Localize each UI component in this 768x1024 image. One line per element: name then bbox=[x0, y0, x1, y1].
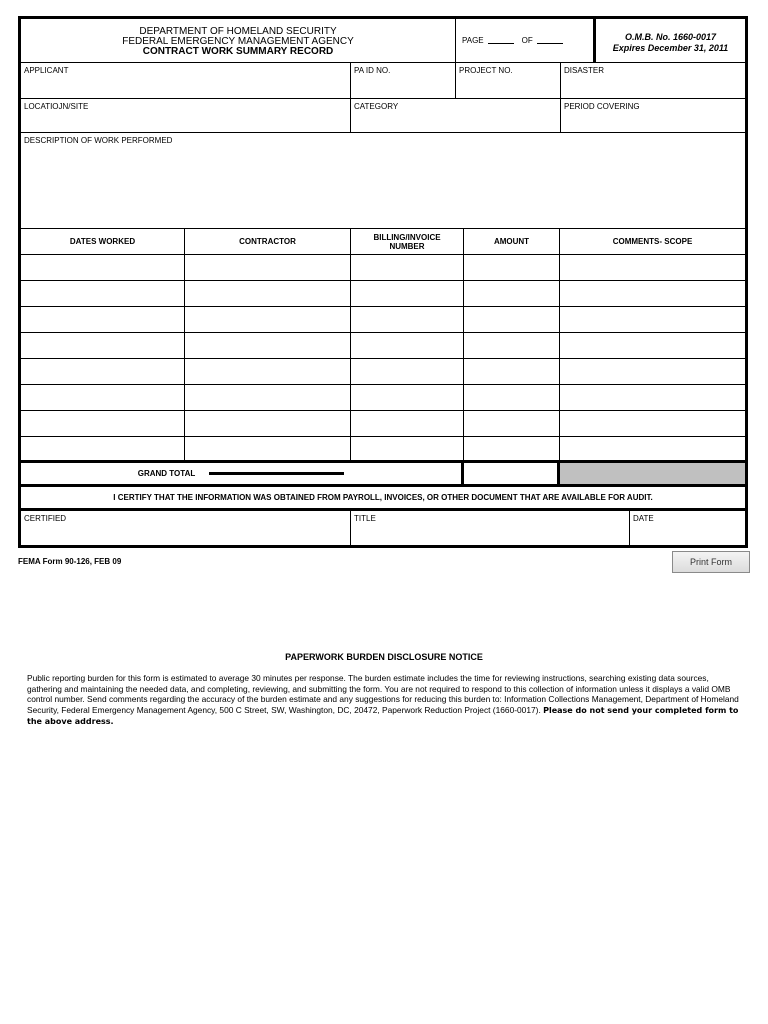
period-label: PERIOD COVERING bbox=[564, 102, 640, 111]
amount-input[interactable] bbox=[464, 281, 560, 306]
grand-total-row bbox=[21, 463, 745, 487]
amount-input[interactable] bbox=[464, 255, 560, 280]
agency-line1: DEPARTMENT OF HOMELAND SECURITY bbox=[139, 26, 337, 37]
contractor-input[interactable] bbox=[185, 281, 351, 306]
comments-input[interactable] bbox=[560, 281, 745, 306]
col-contractor: CONTRACTOR bbox=[185, 229, 351, 254]
amount-input[interactable] bbox=[464, 333, 560, 358]
certified-field[interactable] bbox=[21, 511, 351, 545]
period-field[interactable] bbox=[561, 99, 745, 132]
grand-total-rule bbox=[209, 472, 344, 475]
date-label: DATE bbox=[633, 514, 654, 523]
invoice-number-input[interactable] bbox=[351, 411, 464, 436]
col-comments-scope: COMMENTS- SCOPE bbox=[612, 237, 693, 246]
pa-id-label: PA ID NO. bbox=[354, 66, 391, 75]
disaster-label: DISASTER bbox=[564, 66, 605, 75]
table-header-row bbox=[21, 229, 745, 255]
form-id: FEMA Form 90-126, FEB 09 bbox=[18, 557, 122, 566]
amount-input[interactable] bbox=[464, 359, 560, 384]
dates-worked-input[interactable] bbox=[21, 255, 185, 280]
contractor-input[interactable] bbox=[185, 385, 351, 410]
omb-number: O.M.B. No. 1660-0017 bbox=[624, 32, 717, 42]
comments-input[interactable] bbox=[560, 255, 745, 280]
project-no-field[interactable] bbox=[456, 63, 561, 98]
contract-work-summary-form bbox=[18, 16, 748, 548]
notice-title: PAPERWORK BURDEN DISCLOSURE NOTICE bbox=[285, 652, 483, 662]
invoice-number-input[interactable] bbox=[351, 359, 464, 384]
description-row bbox=[21, 133, 745, 229]
date-field[interactable] bbox=[630, 511, 745, 545]
invoice-number-input[interactable] bbox=[351, 333, 464, 358]
contractor-input[interactable] bbox=[185, 255, 351, 280]
col-amount: AMOUNT bbox=[464, 229, 560, 254]
form-title: CONTRACT WORK SUMMARY RECORD bbox=[142, 46, 334, 57]
table-row bbox=[21, 255, 745, 281]
omb-expiry: Expires December 31, 2011 bbox=[612, 43, 729, 53]
grand-total-shaded-cell bbox=[560, 463, 745, 484]
agency-line2: FEDERAL EMERGENCY MANAGEMENT AGENCY bbox=[122, 36, 354, 47]
col-billing-invoice bbox=[351, 229, 464, 254]
amount-input[interactable] bbox=[464, 385, 560, 410]
pa-id-field[interactable] bbox=[351, 63, 456, 98]
page-total-input[interactable] bbox=[537, 37, 563, 44]
contractor-input[interactable] bbox=[185, 359, 351, 384]
dates-worked-input[interactable] bbox=[21, 437, 185, 460]
applicant-label: APPLICANT bbox=[24, 66, 69, 75]
page-label: PAGE bbox=[462, 36, 484, 45]
col-dates-worked: DATES WORKED bbox=[21, 229, 185, 254]
notice-body-text: Public reporting burden for this form is estimated to average 30 minutes per response. The burden estimate includes the time for reviewing instructions, searching existing data sources, gathering and maintaining the needed data, and completing, reviewing, and submitting the form. You are not required to respond to this collection of information unless it displays a valid OMB control number. Send comments regarding the accuracy of the burden estimate and any suggestions for reducing this burden to: Information Collections Management, Department of Homeland Security, Federal Emergency Management Agency, 500 C Street, SW, Washington, DC, 20472, Paperwork Reduction Project (1660-0017). bbox=[27, 673, 739, 715]
invoice-number-input[interactable] bbox=[351, 385, 464, 410]
amount-input[interactable] bbox=[464, 307, 560, 332]
billing-invoice-header-text: BILLING/INVOICE NUMBER bbox=[373, 232, 441, 251]
dates-worked-input[interactable] bbox=[21, 359, 185, 384]
table-row bbox=[21, 385, 745, 411]
contractor-input[interactable] bbox=[185, 307, 351, 332]
category-field[interactable] bbox=[351, 99, 561, 132]
grand-total-label-cell bbox=[21, 463, 464, 484]
table-row bbox=[21, 333, 745, 359]
contractor-input[interactable] bbox=[185, 333, 351, 358]
invoice-number-input[interactable] bbox=[351, 437, 464, 460]
certify-row bbox=[21, 487, 745, 511]
grand-total-amount-input[interactable] bbox=[464, 463, 560, 484]
signature-row bbox=[21, 511, 745, 545]
dates-worked-input[interactable] bbox=[21, 385, 185, 410]
notice-bold-tail: Please do not send your completed form to the above address. bbox=[27, 705, 739, 726]
amount-input[interactable] bbox=[464, 437, 560, 460]
applicant-field[interactable] bbox=[21, 63, 351, 98]
location-field[interactable] bbox=[21, 99, 351, 132]
comments-input[interactable] bbox=[560, 411, 745, 436]
of-label: OF bbox=[521, 36, 533, 45]
invoice-number-input[interactable] bbox=[351, 255, 464, 280]
table-row bbox=[21, 411, 745, 437]
category-label: CATEGORY bbox=[354, 102, 399, 111]
dates-worked-input[interactable] bbox=[21, 333, 185, 358]
certified-label: CERTIFIED bbox=[24, 514, 67, 523]
title-label: TITLE bbox=[354, 514, 376, 523]
invoice-number-input[interactable] bbox=[351, 307, 464, 332]
grand-total-label: GRAND TOTAL bbox=[137, 469, 196, 478]
contractor-input[interactable] bbox=[185, 437, 351, 460]
disaster-field[interactable] bbox=[561, 63, 745, 98]
amount-input[interactable] bbox=[464, 411, 560, 436]
omb-block bbox=[596, 19, 745, 62]
location-row bbox=[21, 99, 745, 133]
comments-input[interactable] bbox=[560, 385, 745, 410]
table-row bbox=[21, 359, 745, 385]
comments-input[interactable] bbox=[560, 333, 745, 358]
comments-input[interactable] bbox=[560, 437, 745, 460]
contractor-input[interactable] bbox=[185, 411, 351, 436]
location-label: LOCATIOJN/SITE bbox=[24, 102, 89, 111]
dates-worked-input[interactable] bbox=[21, 281, 185, 306]
table-row bbox=[21, 437, 745, 463]
dates-worked-input[interactable] bbox=[21, 307, 185, 332]
page-of-field[interactable] bbox=[456, 19, 596, 62]
notice-body bbox=[27, 673, 742, 728]
invoice-number-input[interactable] bbox=[351, 281, 464, 306]
page-number-input[interactable] bbox=[488, 37, 514, 44]
agency-title-block bbox=[21, 19, 456, 62]
print-form-button[interactable]: Print Form bbox=[672, 551, 750, 573]
dates-worked-input[interactable] bbox=[21, 411, 185, 436]
comments-input[interactable] bbox=[560, 359, 745, 384]
table-row bbox=[21, 307, 745, 333]
project-no-label: PROJECT NO. bbox=[459, 66, 513, 75]
form-header bbox=[21, 19, 745, 63]
description-label: DESCRIPTION OF WORK PERFORMED bbox=[24, 136, 173, 145]
certify-statement: I CERTIFY THAT THE INFORMATION WAS OBTAINED FROM PAYROLL, INVOICES, OR OTHER DOCUMENT THAT ARE AVAILABLE FOR AUDIT. bbox=[113, 493, 653, 502]
title-field[interactable] bbox=[351, 511, 630, 545]
comments-input[interactable] bbox=[560, 307, 745, 332]
table-row bbox=[21, 281, 745, 307]
description-field[interactable] bbox=[21, 133, 745, 228]
applicant-row bbox=[21, 63, 745, 99]
